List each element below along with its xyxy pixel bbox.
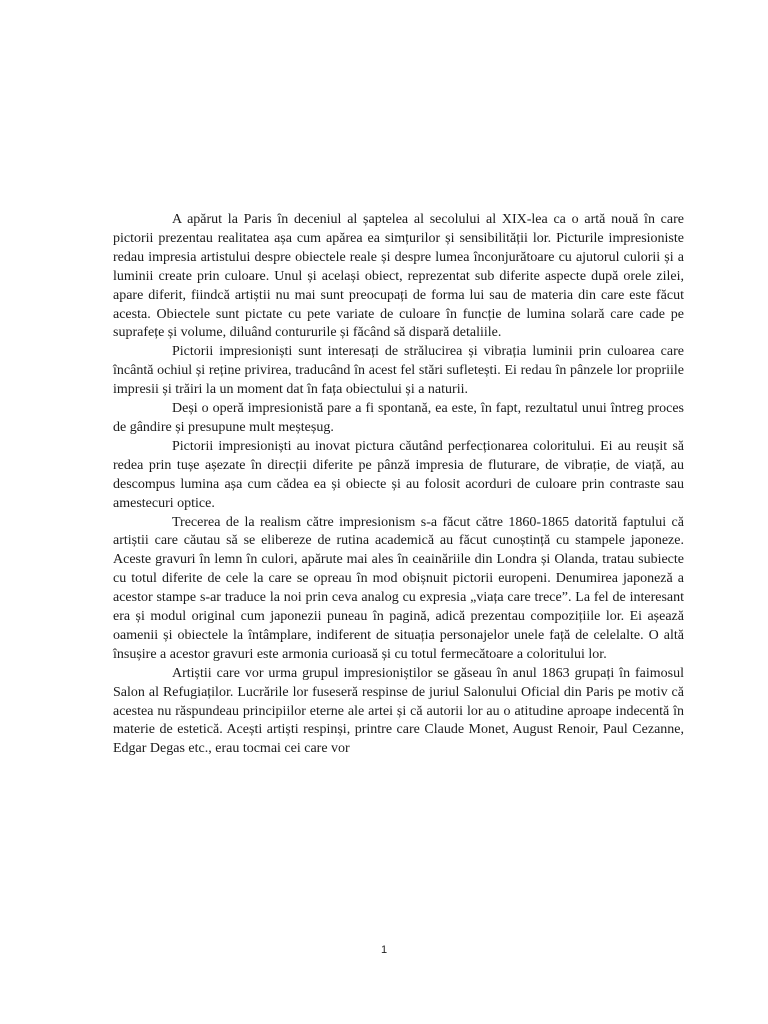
paragraph-5: Trecerea de la realism către impresionism s-a făcut către 1860-1865 datorită faptului că artiștii care căutau să se elibereze de rutina academică au făcut cunoștință cu stampele japoneze. Aceste gravuri în lemn în culori, apărute mai ales în ceainăriile din Londra și Olanda, tratau subiecte cu totul diferite de cele la care se opreau în mod obișnuit pictorii europeni. Denumirea japoneză a acestor stampe s-ar traduce la noi prin ceva analog cu expresia „viața care trece”. La fel de interesant era și modul original cum japonezii puneau în pagină, adică prezentau compozițiile lor. Ei așează oamenii și obiectele la întâmplare, indiferent de situația personajelor unele față de celelalte. O altă însușire a acestor gravuri este armonia curioasă și cu totul fermecătoare a coloritului lor. [113, 514, 684, 662]
page-number: 1 [380, 944, 388, 956]
paragraph-4: Pictorii impresioniști au inovat pictura căutând perfecționarea coloritului. Ei au reușit să redea prin tușe așezate în direcții diferite pe pânză impresia de fluturare, de vibrație, de viață, au descompus lumina așa cum cădea ea și obiecte și au folosit acorduri de culoare prin contraste sau amestecuri optice. [113, 438, 684, 511]
paragraph-3: Deși o operă impresionistă pare a fi spontană, ea este, în fapt, rezultatul unui întreg proces de gândire și presupune mult meșteșug. [113, 401, 684, 435]
paragraph-1: A apărut la Paris în deceniul al șaptelea al secolului al XIX-lea ca o artă nouă în care pictorii prezentau realitatea așa cum apărea ea simțurilor și sensibilității lor. Picturile impresioniste redau impresia artistului despre obiectele reale și despre lumea înconjurătoare cu ajutorul culorii și a luminii create prin culoare. Unul și același obiect, reprezentat sub diferite aspecte după orele zilei, apare diferit, fiindcă artiștii nu mai sunt preocupați de forma lui sau de materia din care este făcut acesta. Obiectele sunt pictate cu pete variate de culoare în funcție de lumina solară care cade pe suprafețe și volume, diluând contururile și făcând să dispară detaliile. [113, 212, 684, 341]
body-text [113, 211, 684, 759]
paragraph-2: Pictorii impresioniști sunt interesați de strălucirea și vibrația luminii prin culoarea care încântă ochiul și reține privirea, traducând în acest fel stări sufletești. Ei redau în pânzele lor propriile impresii și trăiri la un moment dat în fața obiectului și a naturii. [113, 344, 684, 398]
paragraph-6: Artiștii care vor urma grupul impresioniștilor se găseau în anul 1863 grupați în faimosul Salon al Refugiaților. Lucrările lor fuseseră respinse de juriul Salonului Oficial din Paris pe motiv că acestea nu răspundeau principiilor eterne ale artei și că autorii lor au o atitudine aproape indecentă în materie de estetică. Acești artiști respinși, printre care Claude Monet, August Renoir, Paul Cezanne, Edgar Degas etc., erau tocmai cei care vor [113, 665, 684, 757]
